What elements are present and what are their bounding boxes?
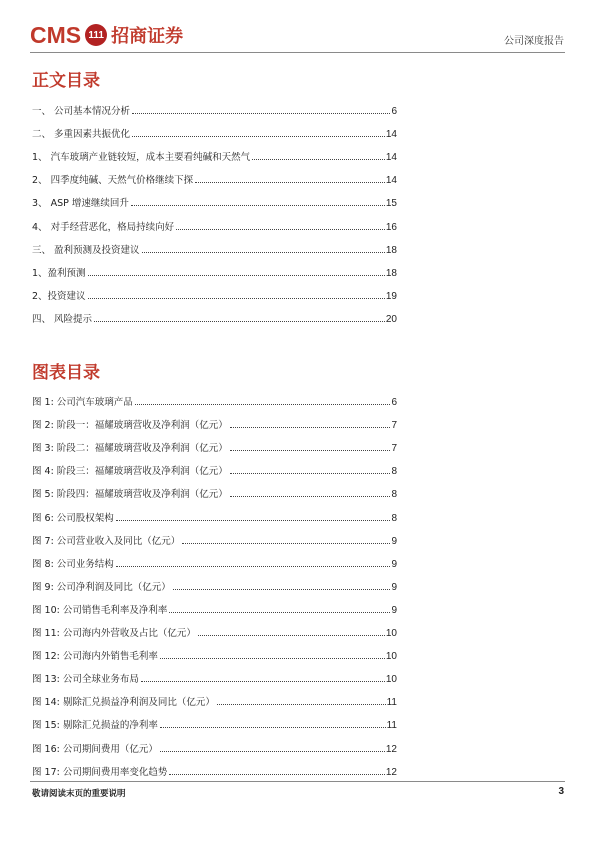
toc-entry-page: 20 (385, 313, 397, 325)
toc-entry-page: 6 (391, 397, 397, 409)
toc-leader-dots (173, 588, 391, 590)
toc-entry-label: 图 16: 公司期间费用（亿元） (32, 743, 158, 755)
toc-entry-label: 图 1: 公司汽车玻璃产品 (32, 397, 133, 409)
toc-leader-dots (217, 703, 386, 705)
toc-entry[interactable] (32, 570, 397, 593)
toc-entry-label: 图 6: 公司股权架构 (32, 512, 114, 524)
toc-entry[interactable] (32, 454, 397, 477)
toc-leader-dots (198, 634, 385, 636)
toc-entry-page: 18 (385, 267, 397, 279)
toc-entry-page: 12 (385, 743, 397, 755)
toc-entry-page: 9 (391, 558, 397, 570)
toc-entry[interactable] (32, 477, 397, 500)
footer-divider (30, 781, 565, 782)
toc-entry[interactable] (32, 524, 397, 547)
toc-entry[interactable] (32, 117, 397, 140)
toc-entry-label: 图 2: 阶段一：福耀玻璃营收及净利润（亿元） (32, 420, 228, 432)
main-toc-title: 正文目录 (32, 71, 100, 91)
toc-entry-page: 7 (391, 420, 397, 432)
toc-entry[interactable] (32, 708, 397, 731)
toc-entry-label: 图 13: 公司全球业务布局 (32, 674, 139, 686)
toc-leader-dots (131, 204, 385, 206)
toc-entry-page: 19 (385, 290, 397, 302)
toc-entry-page: 10 (385, 628, 397, 640)
toc-leader-dots (132, 112, 390, 114)
toc-entry-page: 14 (385, 152, 397, 164)
figure-toc-title: 图表目录 (32, 363, 100, 383)
logo-chinese-name: 招商证券 (111, 26, 184, 47)
toc-entry[interactable] (32, 233, 397, 256)
toc-entry-label: 图 8: 公司业务结构 (32, 558, 114, 570)
toc-entry[interactable] (32, 500, 397, 523)
toc-entry-label: 图 3: 阶段二：福耀玻璃营收及净利润（亿元） (32, 443, 228, 455)
toc-entry-label: 1、盈利预测 (32, 267, 86, 279)
toc-entry-label: 三、 盈利预测及投资建议 (32, 244, 140, 256)
toc-leader-dots (116, 565, 391, 567)
toc-entry-label: 4、 对手经营恶化，格局持续向好 (32, 221, 175, 233)
toc-entry[interactable] (32, 186, 397, 209)
toc-leader-dots (116, 519, 391, 521)
toc-entry-page: 18 (385, 244, 397, 256)
toc-entry[interactable] (32, 209, 397, 232)
toc-entry-page: 14 (385, 175, 397, 187)
toc-entry-label: 2、 四季度纯碱、天然气价格继续下探 (32, 175, 194, 187)
toc-entry[interactable] (32, 408, 397, 431)
main-toc-list (32, 94, 397, 325)
toc-entry-label: 图 9: 公司净利润及同比（亿元） (32, 581, 171, 593)
toc-entry[interactable] (32, 616, 397, 639)
toc-entry[interactable] (32, 639, 397, 662)
toc-leader-dots (176, 228, 385, 230)
header-divider (30, 52, 565, 53)
toc-entry-page: 9 (391, 604, 397, 616)
toc-entry-label: 3、 ASP 增速继续回升 (32, 198, 129, 210)
toc-entry-label: 一、 公司基本情况分析 (32, 106, 131, 118)
toc-entry-label: 2、投资建议 (32, 290, 86, 302)
toc-entry-label: 图 15: 剔除汇兑损益的净利率 (32, 720, 158, 732)
footer-disclaimer: 敬请阅读末页的重要说明 (32, 789, 126, 799)
toc-leader-dots (252, 158, 385, 160)
toc-entry-label: 图 7: 公司营业收入及同比（亿元） (32, 535, 181, 547)
toc-leader-dots (160, 750, 385, 752)
toc-leader-dots (195, 181, 385, 183)
toc-entry-page: 10 (385, 651, 397, 663)
toc-entry-label: 图 14: 剔除汇兑损益净利润及同比（亿元） (32, 697, 215, 709)
logo-badge-icon: 111 (85, 24, 107, 46)
toc-leader-dots (88, 297, 385, 299)
toc-entry-label: 图 5: 阶段四：福耀玻璃营收及净利润（亿元） (32, 489, 228, 501)
toc-entry[interactable] (32, 302, 397, 325)
toc-entry-page: 11 (386, 720, 397, 732)
page-number: 3 (558, 786, 564, 797)
toc-entry-page: 8 (391, 512, 397, 524)
figure-toc-list (32, 385, 397, 778)
toc-entry-page: 9 (391, 581, 397, 593)
toc-entry[interactable] (32, 279, 397, 302)
toc-entry[interactable] (32, 685, 397, 708)
toc-entry[interactable] (32, 140, 397, 163)
toc-entry-page: 6 (391, 106, 397, 118)
toc-entry-label: 图 12: 公司海内外销售毛利率 (32, 651, 158, 663)
toc-entry[interactable] (32, 94, 397, 117)
toc-entry[interactable] (32, 256, 397, 279)
toc-leader-dots (88, 274, 385, 276)
toc-leader-dots (132, 135, 385, 137)
toc-entry[interactable] (32, 662, 397, 685)
toc-leader-dots (230, 426, 391, 428)
toc-entry-page: 15 (385, 198, 397, 210)
toc-entry-label: 1、 汽车玻璃产业链较短，成本主要看纯碱和天然气 (32, 152, 251, 164)
toc-entry[interactable] (32, 385, 397, 408)
toc-entry[interactable] (32, 431, 397, 454)
toc-entry[interactable] (32, 593, 397, 616)
toc-entry-page: 10 (385, 674, 397, 686)
toc-entry-page: 9 (391, 535, 397, 547)
toc-entry[interactable] (32, 547, 397, 570)
toc-entry-page: 14 (385, 129, 397, 141)
toc-leader-dots (230, 449, 391, 451)
page-header (0, 0, 595, 56)
toc-leader-dots (182, 542, 390, 544)
toc-entry-label: 图 4: 阶段三：福耀玻璃营收及净利润（亿元） (32, 466, 228, 478)
toc-leader-dots (230, 495, 391, 497)
report-type: 公司深度报告 (504, 36, 564, 47)
toc-leader-dots (142, 251, 385, 253)
toc-entry-page: 11 (386, 697, 397, 709)
toc-leader-dots (135, 403, 391, 405)
toc-entry[interactable] (32, 731, 397, 754)
toc-entry-label: 图 10: 公司销售毛利率及净利率 (32, 604, 168, 616)
toc-entry[interactable] (32, 163, 397, 186)
toc-entry-page: 16 (385, 221, 397, 233)
company-logo (30, 20, 183, 50)
toc-entry-label: 图 11: 公司海内外营收及占比（亿元） (32, 628, 196, 640)
toc-leader-dots (169, 773, 385, 775)
toc-entry-label: 四、 风险提示 (32, 313, 93, 325)
toc-entry-page: 8 (391, 466, 397, 478)
toc-entry-page: 8 (391, 489, 397, 501)
toc-entry-label: 二、 多重因素共振优化 (32, 129, 131, 141)
toc-leader-dots (141, 680, 385, 682)
toc-entry[interactable] (32, 755, 397, 778)
toc-entry-page: 7 (391, 443, 397, 455)
toc-entry-label: 图 17: 公司期间费用率变化趋势 (32, 766, 168, 778)
toc-leader-dots (94, 320, 385, 322)
toc-leader-dots (160, 657, 385, 659)
toc-leader-dots (230, 472, 391, 474)
logo-cms-text: CMS (30, 21, 82, 48)
toc-leader-dots (160, 726, 386, 728)
toc-entry-page: 12 (385, 766, 397, 778)
toc-leader-dots (169, 611, 390, 613)
